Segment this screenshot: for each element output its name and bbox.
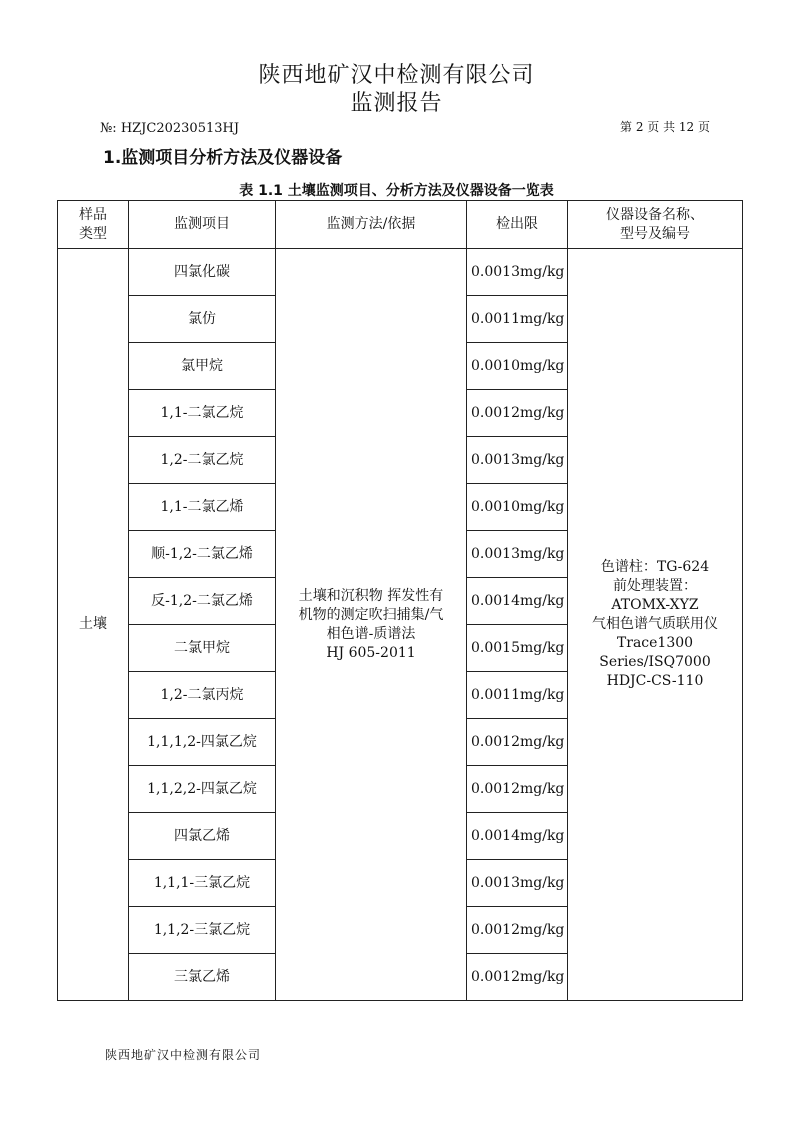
report-number: №: HZJC20230513HJ	[100, 121, 240, 136]
limit-cell: 0.0011mg/kg	[467, 672, 568, 719]
header-sample-type: 样品 类型	[58, 201, 129, 249]
limit-cell: 0.0014mg/kg	[467, 578, 568, 625]
header-instrument: 仪器设备名称、 型号及编号	[568, 201, 743, 249]
limit-cell: 0.0012mg/kg	[467, 954, 568, 1001]
limit-cell: 0.0013mg/kg	[467, 249, 568, 296]
header-item: 监测项目	[129, 201, 276, 249]
limit-cell: 0.0013mg/kg	[467, 860, 568, 907]
item-cell: 氯甲烷	[129, 343, 276, 390]
sample-type-cell: 土壤	[58, 249, 129, 1001]
item-cell: 二氯甲烷	[129, 625, 276, 672]
table-caption: 表 1.1 土壤监测项目、分析方法及仪器设备一览表	[239, 183, 554, 199]
limit-cell: 0.0011mg/kg	[467, 296, 568, 343]
table-row	[58, 249, 743, 296]
monitoring-table	[57, 200, 743, 1001]
limit-cell: 0.0013mg/kg	[467, 531, 568, 578]
section-title: 1.监测项目分析方法及仪器设备	[103, 148, 343, 168]
item-cell: 1,1,1-三氯乙烷	[129, 860, 276, 907]
limit-cell: 0.0012mg/kg	[467, 390, 568, 437]
item-cell: 1,1,2,2-四氯乙烷	[129, 766, 276, 813]
item-cell: 四氯乙烯	[129, 813, 276, 860]
item-cell: 三氯乙烯	[129, 954, 276, 1001]
limit-cell: 0.0014mg/kg	[467, 813, 568, 860]
limit-cell: 0.0012mg/kg	[467, 907, 568, 954]
item-cell: 顺-1,2-二氯乙烯	[129, 531, 276, 578]
footer-company: 陕西地矿汉中检测有限公司	[105, 1048, 262, 1062]
report-title: 监测报告	[350, 91, 443, 116]
page-indicator: 第 2 页 共 12 页	[620, 120, 710, 134]
item-cell: 反-1,2-二氯乙烯	[129, 578, 276, 625]
limit-cell: 0.0012mg/kg	[467, 719, 568, 766]
method-cell: 土壤和沉积物 挥发性有 机物的测定吹扫捕集/气 相色谱-质谱法 HJ 605-2011	[276, 249, 467, 1001]
item-cell: 1,1,1,2-四氯乙烷	[129, 719, 276, 766]
limit-cell: 0.0010mg/kg	[467, 484, 568, 531]
table-header-row	[58, 201, 743, 249]
item-cell: 四氯化碳	[129, 249, 276, 296]
item-cell: 1,1-二氯乙烯	[129, 484, 276, 531]
item-cell: 1,2-二氯丙烷	[129, 672, 276, 719]
limit-cell: 0.0013mg/kg	[467, 437, 568, 484]
limit-cell: 0.0015mg/kg	[467, 625, 568, 672]
limit-cell: 0.0012mg/kg	[467, 766, 568, 813]
header-method: 监测方法/依据	[276, 201, 467, 249]
instrument-cell: 色谱柱：TG-624 前处理装置： ATOMX-XYZ 气相色谱气质联用仪 Trace1300 Series/ISQ7000 HDJC-CS-110	[568, 249, 743, 1001]
item-cell: 1,2-二氯乙烷	[129, 437, 276, 484]
item-cell: 氯仿	[129, 296, 276, 343]
header-limit: 检出限	[467, 201, 568, 249]
item-cell: 1,1,2-三氯乙烷	[129, 907, 276, 954]
company-title: 陕西地矿汉中检测有限公司	[258, 63, 535, 88]
item-cell: 1,1-二氯乙烷	[129, 390, 276, 437]
limit-cell: 0.0010mg/kg	[467, 343, 568, 390]
